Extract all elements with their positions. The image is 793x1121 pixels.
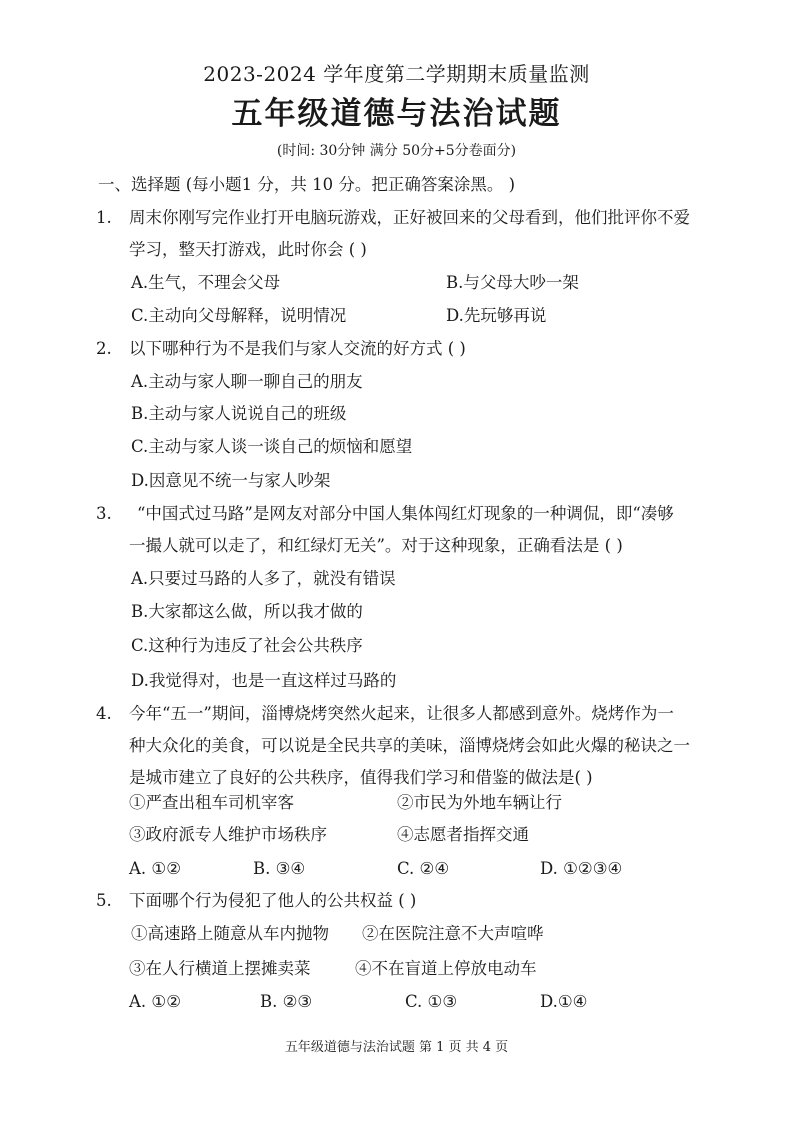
answer-option: C. ②④: [397, 859, 450, 878]
answer-option: A. ①②: [129, 859, 181, 878]
answer-option: C. ①③: [405, 992, 458, 1011]
answer-option: B. ③④: [253, 859, 306, 878]
question-number: 2.: [96, 339, 112, 358]
question-text-line: “中国式过马路”是网友对部分中国人集体闯红灯现象的一种调侃，即“凑够: [137, 504, 674, 523]
answer-option: A. ①②: [129, 992, 181, 1011]
answer-option: D.我觉得对，也是一直这样过马路的: [131, 671, 397, 690]
answer-option: D.先玩够再说: [446, 306, 547, 325]
question-text-line: 周末你刚写完作业打开电脑玩游戏，正好被回来的父母看到，他们批评你不爱: [129, 208, 690, 227]
page-footer: 五年级道德与法治试题 第 1 页 共 4 页: [284, 1040, 509, 1055]
exam-title-year: 2023-2024 学年度第二学期期末质量监测: [203, 62, 590, 86]
question-number: 5.: [96, 891, 112, 910]
answer-option: D. ①②③④: [540, 859, 623, 878]
answer-option: C.这种行为违反了社会公共秩序: [131, 636, 363, 655]
answer-option: D.①④: [540, 992, 588, 1011]
answer-option: B. ②③: [260, 992, 313, 1011]
question-text-line: 今年“五一”期间，淄博烧烤突然火起来，让很多人都感到意外。烧烤作为一: [129, 704, 674, 723]
answer-option: D.因意见不统一与家人吵架: [131, 471, 331, 490]
question-number: 4.: [96, 704, 112, 723]
question-text-line: 以下哪种行为不是我们与家人交流的好方式 ( ): [129, 339, 466, 358]
statement-item: ②市民为外地车辆让行: [397, 793, 562, 812]
answer-option: A.生气，不理会父母: [131, 273, 281, 292]
answer-option: A.只要过马路的人多了，就没有错误: [131, 569, 396, 588]
answer-option: B.主动与家人说说自己的班级: [131, 404, 347, 423]
question-text-line: 学习，整天打游戏，此时你会 ( ): [129, 240, 367, 259]
question-text-line: 是城市建立了良好的公共秩序，值得我们学习和借鉴的做法是( ): [129, 768, 593, 787]
statement-item: ①严查出租车司机宰客: [129, 793, 294, 812]
section-heading: 一、选择题 (每小题1 分，共 10 分。把正确答案涂黑。 ): [98, 175, 516, 194]
statement-item: ③政府派专人维护市场秩序: [129, 825, 327, 844]
question-text-line: 种大众化的美食，可以说是全民共享的美味，淄博烧烤会如此火爆的秘诀之一: [129, 736, 690, 755]
statement-item: ③在人行横道上摆摊卖菜: [129, 959, 311, 978]
exam-title-subject: 五年级道德与法治试题: [231, 96, 562, 132]
statement-item: ④不在盲道上停放电动车: [355, 959, 537, 978]
exam-subtitle: (时间: 30分钟 满分 50分+5分卷面分): [276, 143, 517, 159]
statement-item: ②在医院注意不大声喧哗: [362, 924, 544, 943]
question-number: 3.: [96, 504, 112, 523]
statement-item: ④志愿者指挥交通: [397, 825, 529, 844]
answer-option: A.主动与家人聊一聊自己的朋友: [131, 372, 363, 391]
answer-option: B.与父母大吵一架: [446, 273, 579, 292]
question-text-line: 下面哪个行为侵犯了他人的公共权益 ( ): [129, 891, 417, 910]
answer-option: C.主动向父母解释，说明情况: [131, 306, 347, 325]
answer-option: C.主动与家人谈一谈自己的烦恼和愿望: [131, 437, 413, 456]
question-number: 1.: [96, 208, 112, 227]
statement-item: ①高速路上随意从车内抛物: [131, 924, 329, 943]
question-text-line: 一撮人就可以走了，和红绿灯无关”。对于这种现象，正确看法是 ( ): [129, 536, 623, 555]
answer-option: B.大家都这么做，所以我才做的: [131, 602, 363, 621]
